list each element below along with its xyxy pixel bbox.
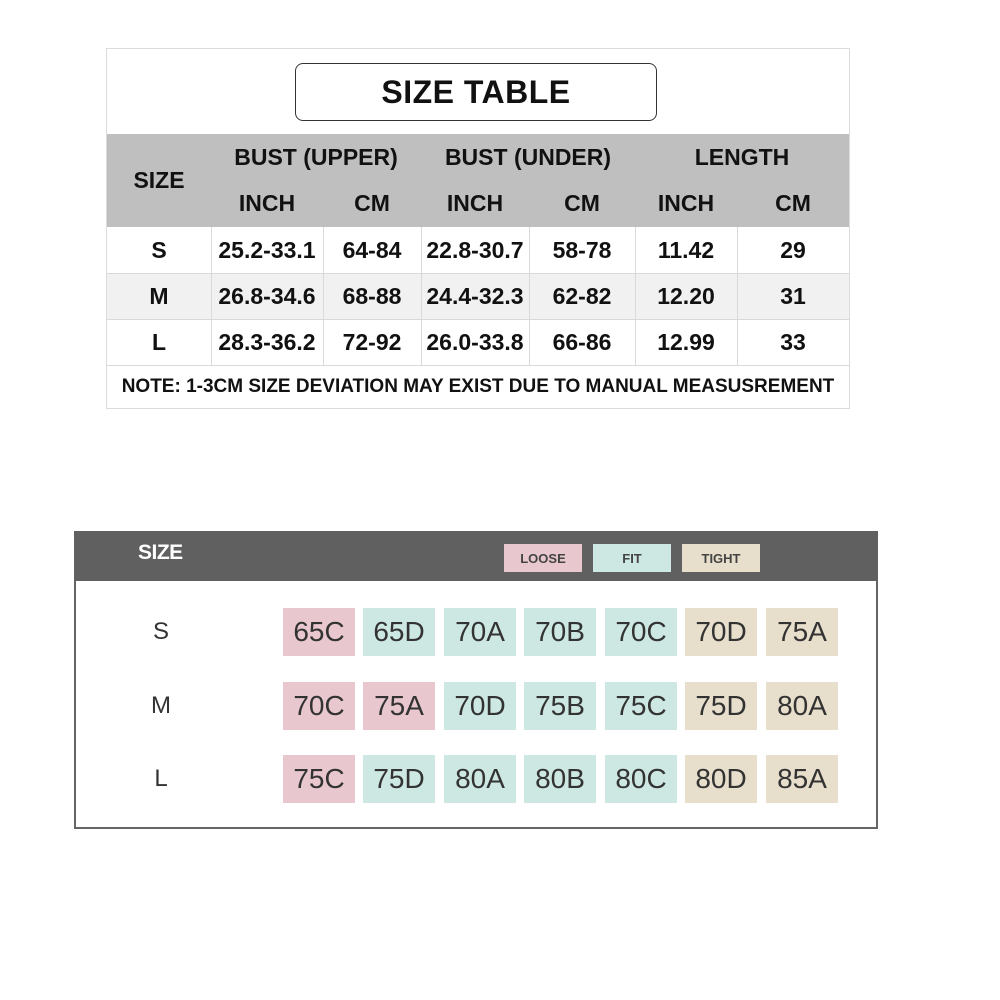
row-size-label: L	[154, 765, 168, 792]
unit-header: INCH	[446, 190, 504, 216]
panel-header	[74, 531, 878, 581]
value-cell: 31	[780, 282, 806, 309]
size-chip: 75C	[283, 755, 355, 803]
value-cell: 12.99	[657, 328, 715, 355]
value-cell: 26.0-33.8	[426, 328, 524, 355]
size-chip: 85A	[766, 755, 838, 803]
size-chip: 70D	[685, 608, 757, 656]
size-chip: 80C	[605, 755, 677, 803]
size-cell: L	[151, 328, 167, 355]
size-chip: 65D	[363, 608, 435, 656]
column-divider	[635, 227, 636, 365]
column-divider	[323, 227, 324, 365]
value-cell: 26.8-34.6	[218, 282, 316, 309]
value-cell: 33	[780, 328, 806, 355]
size-table-title: SIZE TABLE	[295, 63, 657, 121]
size-column-header: SIZE	[133, 167, 185, 193]
column-divider	[421, 227, 422, 365]
unit-header: CM	[564, 190, 600, 216]
value-cell: 24.4-32.3	[426, 282, 524, 309]
value-cell: 72-92	[342, 328, 402, 355]
row-size-label: M	[151, 692, 171, 719]
size-chip: 70C	[283, 682, 355, 730]
column-divider	[211, 227, 212, 365]
legend-tight: TIGHT	[682, 544, 760, 572]
measurement-note: NOTE: 1-3CM SIZE DEVIATION MAY EXIST DUE TO MANUAL MEASUSREMENT	[121, 376, 835, 397]
value-cell: 11.42	[657, 236, 715, 263]
unit-header: INCH	[238, 190, 296, 216]
column-divider	[737, 227, 738, 365]
size-chip: 80B	[524, 755, 596, 803]
size-chip: 65C	[283, 608, 355, 656]
value-cell: 66-86	[552, 328, 612, 355]
size-chip: 70A	[444, 608, 516, 656]
unit-header: CM	[354, 190, 390, 216]
value-cell: 58-78	[552, 236, 612, 263]
size-chip: 70C	[605, 608, 677, 656]
panel-size-label: SIZE	[138, 541, 183, 564]
size-chip: 80A	[766, 682, 838, 730]
size-chip: 80D	[685, 755, 757, 803]
unit-header: CM	[775, 190, 811, 216]
table-header	[107, 134, 849, 227]
size-chip: 75C	[605, 682, 677, 730]
size-chip: 75D	[685, 682, 757, 730]
size-chip: 75A	[363, 682, 435, 730]
value-cell: 62-82	[552, 282, 612, 309]
value-cell: 68-88	[342, 282, 402, 309]
size-cell: S	[151, 236, 167, 263]
size-chip: 75A	[766, 608, 838, 656]
value-cell: 64-84	[342, 236, 402, 263]
unit-header: INCH	[657, 190, 715, 216]
size-chip: 75D	[363, 755, 435, 803]
value-cell: 12.20	[657, 282, 715, 309]
value-cell: 29	[780, 236, 806, 263]
row-size-label: S	[152, 618, 169, 645]
length-header: LENGTH	[694, 143, 790, 170]
size-table	[106, 48, 850, 409]
bust-under-header: BUST (UNDER)	[444, 143, 612, 170]
size-chip: 75B	[524, 682, 596, 730]
value-cell: 22.8-30.7	[426, 236, 524, 263]
legend-loose: LOOSE	[504, 544, 582, 572]
column-divider	[529, 227, 530, 365]
legend-fit: FIT	[593, 544, 671, 572]
bust-upper-header: BUST (UPPER)	[234, 143, 398, 170]
value-cell: 28.3-36.2	[218, 328, 316, 355]
size-cell: M	[149, 282, 169, 309]
size-chip: 70D	[444, 682, 516, 730]
size-chip: 70B	[524, 608, 596, 656]
size-chip: 80A	[444, 755, 516, 803]
bra-size-panel	[74, 531, 878, 829]
value-cell: 25.2-33.1	[218, 236, 316, 263]
